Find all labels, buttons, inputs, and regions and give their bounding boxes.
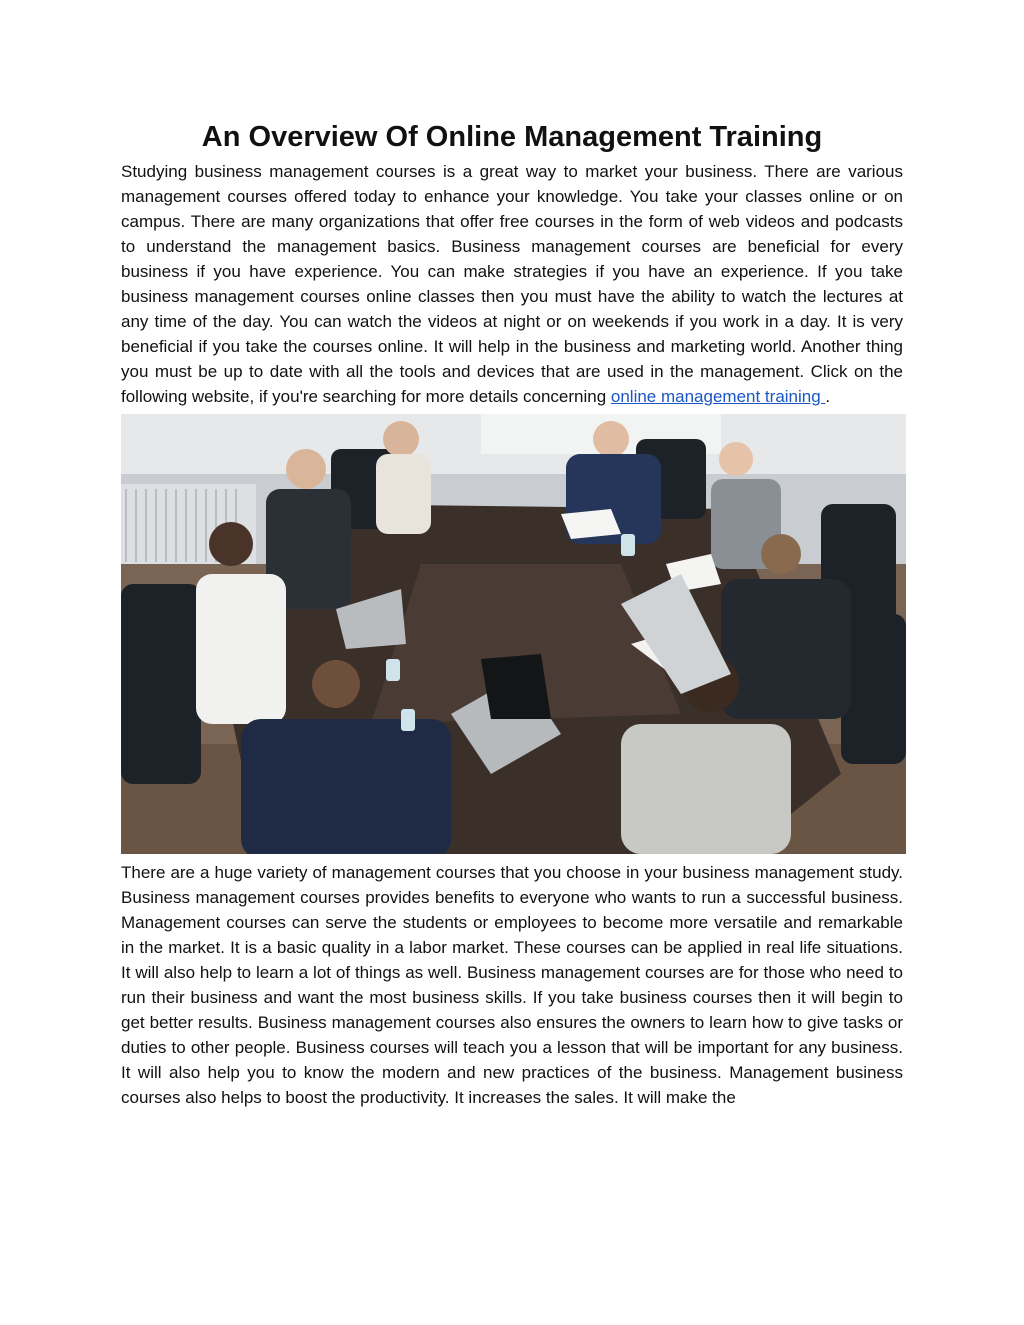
- document-page: [121, 118, 903, 1110]
- meeting-photo: [121, 414, 906, 854]
- second-paragraph: There are a huge variety of management courses that you choose in your business management study. Business management courses provides benefits to everyone who wants to run a successful business. Management courses can serve the students or employees to become more versatile and remarkable in the market. It is a basic quality in a labor market. These courses can be applied in real life situations. It will also help to learn a lot of things as well. Business management courses are for those who need to run their business and want the most business skills. If you take business courses then it will begin to get better results. Business management courses also ensures the owners to learn how to give tasks or duties to other people. Business courses will teach you a lesson that will be important for any business. It will also help you to know the modern and new practices of the business. Management business courses also helps to boost the productivity. It increases the sales. It will make the: [121, 863, 903, 1107]
- intro-text: Studying business management courses is a great way to market your business. There are various management courses offered today to enhance your knowledge. You take your classes online or on campus. There are many organizations that offer free courses in the form of web videos and podcasts to understand the management basics. Business management courses are beneficial for every business if you have experience. You can make strategies if you have an experience. If you take business management courses online classes then you must have the ability to watch the lectures at any time of the day. You can watch the videos at night or on weekends if you work in a day. It is very beneficial if you take the courses online. It will help in the business and marketing world. Another thing you must be up to date with all the tools and devices that are used in the management. Click on the following website, if you're searching for more details concerning: [121, 162, 903, 406]
- online-management-training-link[interactable]: online management training: [610, 387, 826, 406]
- document-title: An Overview Of Online Management Training: [201, 121, 823, 153]
- intro-paragraph: [121, 159, 903, 409]
- intro-period: .: [825, 387, 831, 406]
